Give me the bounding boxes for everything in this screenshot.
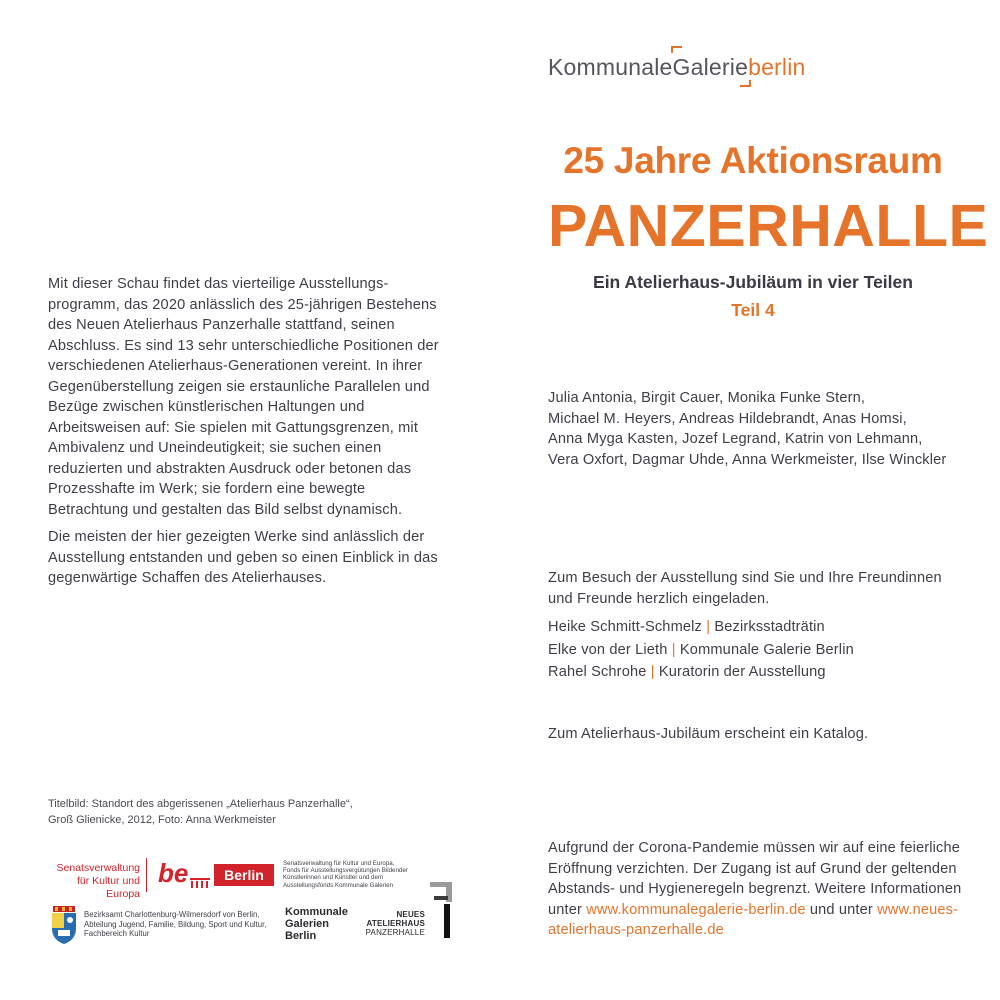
- separator: |: [650, 664, 655, 680]
- senat-line-2: für Kultur und Europa: [76, 875, 140, 900]
- kgb-line-3: Berlin: [285, 930, 317, 942]
- kommunale-galerie-logo: [548, 54, 806, 81]
- catalog-note: Zum Atelierhaus-Jubiläum erscheint ein Katalog.: [548, 726, 869, 742]
- district-crest-icon: [50, 906, 78, 944]
- separator: |: [706, 619, 711, 635]
- brandenburg-gate-icon: [190, 878, 210, 888]
- corona-notice: [548, 838, 978, 941]
- signatory-role: Bezirksstadträtin: [714, 619, 825, 635]
- artist-list: [548, 388, 968, 470]
- logo-part-kommunale: Kommunale: [548, 54, 673, 80]
- artist-line: Vera Oxfort, Dagmar Uhde, Anna Werkmeister, Ilse Winckler: [548, 451, 947, 468]
- corona-text: Aufgrund der Corona-Pandemie müssen wir auf eine feierliche Eröffnung verzichten. Der Zugang ist auf Grund der geltenden Abstands- und Hygieneregeln begrenzt. Weitere Informationen unter: [548, 840, 962, 918]
- panzerhalle-mark-icon: [430, 882, 452, 938]
- signatory: [548, 640, 968, 661]
- link-panzerhalle[interactable]: www.neues-atelierhaus-panzerhalle.de: [548, 901, 959, 938]
- artist-line: Julia Antonia, Birgit Cauer, Monika Funke Stern,: [548, 390, 866, 406]
- invitation-text: Zum Besuch der Ausstellung sind Sie und Ihre Freundinnen und Freunde herzlich eingeladen.: [548, 570, 942, 607]
- link-kommunalegalerie[interactable]: www.kommunalegalerie-berlin.de: [586, 901, 806, 918]
- signatory-role: Kommunale Galerie Berlin: [679, 641, 854, 658]
- intro-paragraph-2: Die meisten der hier gezeigten Werke sind anlässlich der Ausstellung entstanden und geben so einen Einblick in das gegenwärtige Schaffen des Atelierhauses.: [48, 529, 438, 586]
- separator: |: [671, 641, 676, 658]
- title-line-1: 25 Jahre Aktionsraum: [563, 140, 943, 181]
- signatory-name: Heike Schmitt-Schmelz: [548, 619, 702, 635]
- intro-text: [48, 274, 448, 596]
- signatory: [548, 617, 968, 638]
- part-label: Teil 4: [731, 300, 775, 320]
- senat-line-1: Senatsverwaltung: [56, 862, 140, 874]
- nah-line-3: PANZERHALLE: [365, 928, 425, 937]
- senat-fund-text: Senatsverwaltung für Kultur und Europa, Fonds für Ausstellungsvergütungen Bildender Künstlerinnen und Künstler und dem Ausstellungsfonds Kommunale Galerien: [283, 860, 408, 889]
- connector-text: und unter: [805, 901, 878, 918]
- signatory-name: Elke von der Lieth: [548, 641, 668, 658]
- caption-line: Titelbild: Standort des abgerissenen „Atelierhaus Panzerhalle“,: [48, 798, 353, 810]
- senat-label: [48, 862, 140, 901]
- logo-part-galerie: Galerie: [672, 54, 749, 80]
- be-berlin-logo: be: [158, 858, 189, 888]
- logo-part-berlin: berlin: [748, 54, 806, 80]
- kgb-line-1: Kommunale: [285, 906, 348, 918]
- signatory-role: Kuratorin der Ausstellung: [658, 664, 826, 680]
- nah-line-2: ATELIERHAUS: [366, 919, 425, 928]
- intro-paragraph-1: Mit dieser Schau findet das vierteilige Ausstellungsprogramm, das 2020 anlässlich des 25-jährigen Bestehens des Neuen Atelierhaus Panzerhalle stattfand, seinen Abschluss. Es sind 13 sehr unterschiedliche Positionen der verschiedenen Atelierhaus-Generationen vereint. In ihrer Gegenüberstellung zeigen sie erstaunliche Parallelen und Bezüge zwischen künstlerischen Haltungen und Arbeitsweisen auf: Sie spielen mit Gattungsgrenzen, mit Ambivalenz und Uneindeutigkeit; sie suchen einen reduzierten und abstrakten Ausdruck oder betonen das Prozesshafte im Werk; sie fordern eine bewegte Betrachtung und gestalten das Bild selbst dynamisch.: [48, 276, 439, 518]
- kommunale-galerien-berlin-logo: [285, 906, 348, 942]
- title-line-2: PANZERHALLE: [548, 193, 989, 259]
- artist-line: Michael M. Heyers, Andreas Hildebrandt, Anas Homsi,: [548, 410, 907, 427]
- subtitle: Ein Atelierhaus-Jubiläum in vier Teilen: [593, 272, 913, 292]
- signatory-name: Rahel Schrohe: [548, 664, 647, 680]
- signatory: [548, 662, 968, 683]
- divider: [146, 858, 147, 892]
- neues-atelierhaus-logo-text: [365, 910, 425, 937]
- berlin-logo-box: Berlin: [214, 864, 274, 886]
- kgb-line-2: Galerien: [285, 918, 330, 930]
- caption-line: Groß Glienicke, 2012, Foto: Anna Werkmeister: [48, 814, 276, 826]
- artist-line: Anna Myga Kasten, Jozef Legrand, Katrin von Lehmann,: [548, 431, 923, 447]
- invitation: [548, 568, 968, 683]
- district-office-text: Bezirksamt Charlottenburg-Wilmersdorf von Berlin, Abteilung Jugend, Familie, Bildung, Sport und Kultur, Fachbereich Kultur: [84, 910, 267, 938]
- nah-line-1: NEUES: [396, 910, 425, 919]
- photo-caption: [48, 796, 428, 828]
